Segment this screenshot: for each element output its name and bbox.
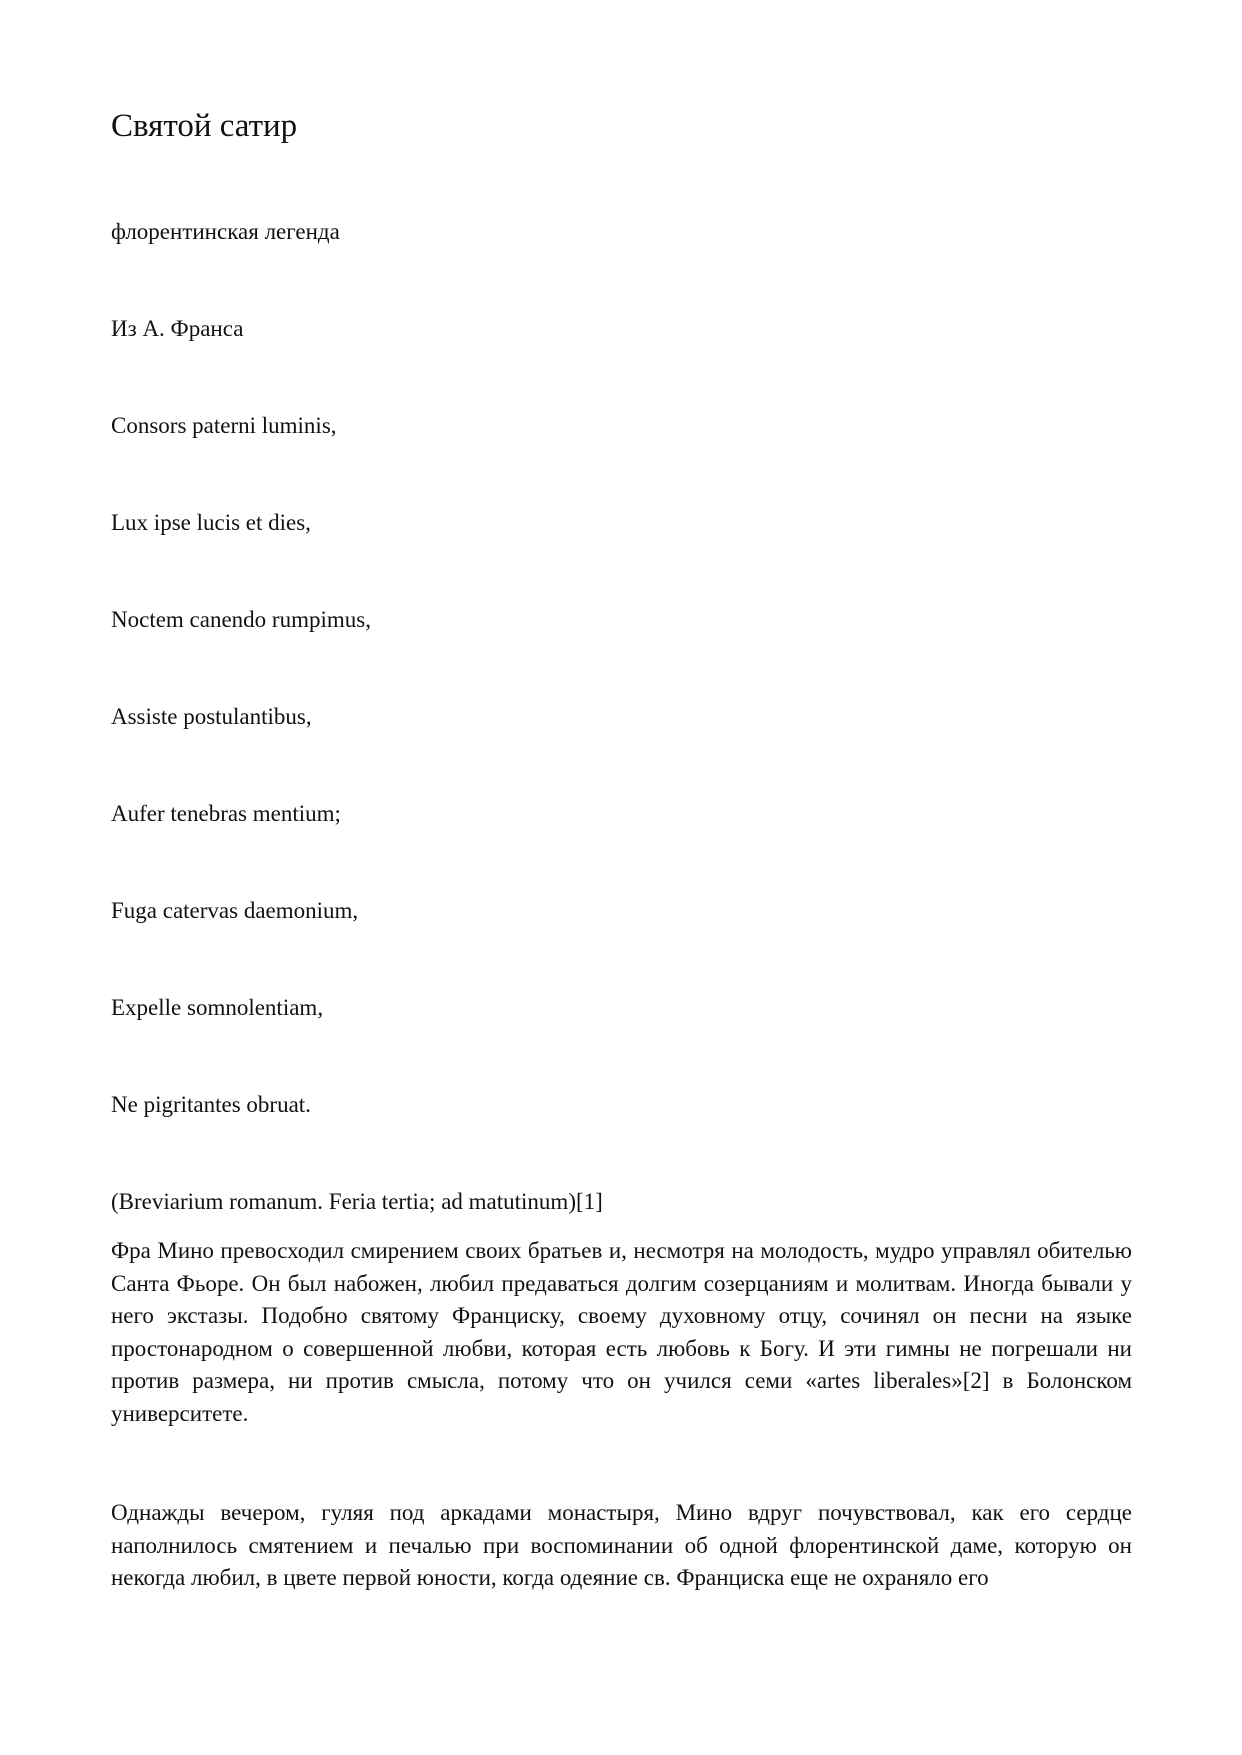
epigraph-line: Ne pigritantes obruat.	[111, 1092, 311, 1117]
epigraph-line: Lux ipse lucis et dies,	[111, 510, 311, 535]
body-paragraph: Однажды вечером, гуляя под аркадами монастыря, Мино вдруг почувствовал, как его сердце наполнилось смятением и печалью при воспоминании об одной флорентинской даме, которую он некогда любил, в цвете первой юности, когда одеяние св. Франциска еще не охраняло его	[111, 1500, 1132, 1590]
epigraph-line: Noctem canendo rumpimus,	[111, 607, 371, 632]
document-title: Святой сатир	[111, 108, 298, 144]
epigraph-line: Consors paterni luminis,	[111, 413, 337, 438]
epigraph-line: Expelle somnolentiam,	[111, 995, 324, 1020]
translation-note: Из А. Франса	[111, 316, 244, 341]
body-paragraph: Фра Мино превосходил смирением своих братьев и, несмотря на молодость, мудро управлял обителью Санта Фьоре. Он был набожен, любил предаваться долгим созерцаниям и молитвам. Иногда бывали у него экстазы. Подобно святому Франциску, своему духовному отцу, сочинял он песни на языке простонародном о совершенной любви, которая есть любовь к Богу. И эти гимны не погрешали ни против размера, ни против смысла, потому что он учился семи «artes liberales»[2] в Болонском университете.	[111, 1238, 1132, 1426]
epigraph-line: Aufer tenebras mentium;	[111, 801, 341, 826]
epigraph-source: (Breviarium romanum. Feria tertia; ad matutinum)[1]	[111, 1189, 603, 1214]
epigraph-line: Assiste postulantibus,	[111, 704, 312, 729]
subtitle: флорентинская легенда	[111, 219, 340, 244]
epigraph-line: Fuga catervas daemonium,	[111, 898, 359, 923]
